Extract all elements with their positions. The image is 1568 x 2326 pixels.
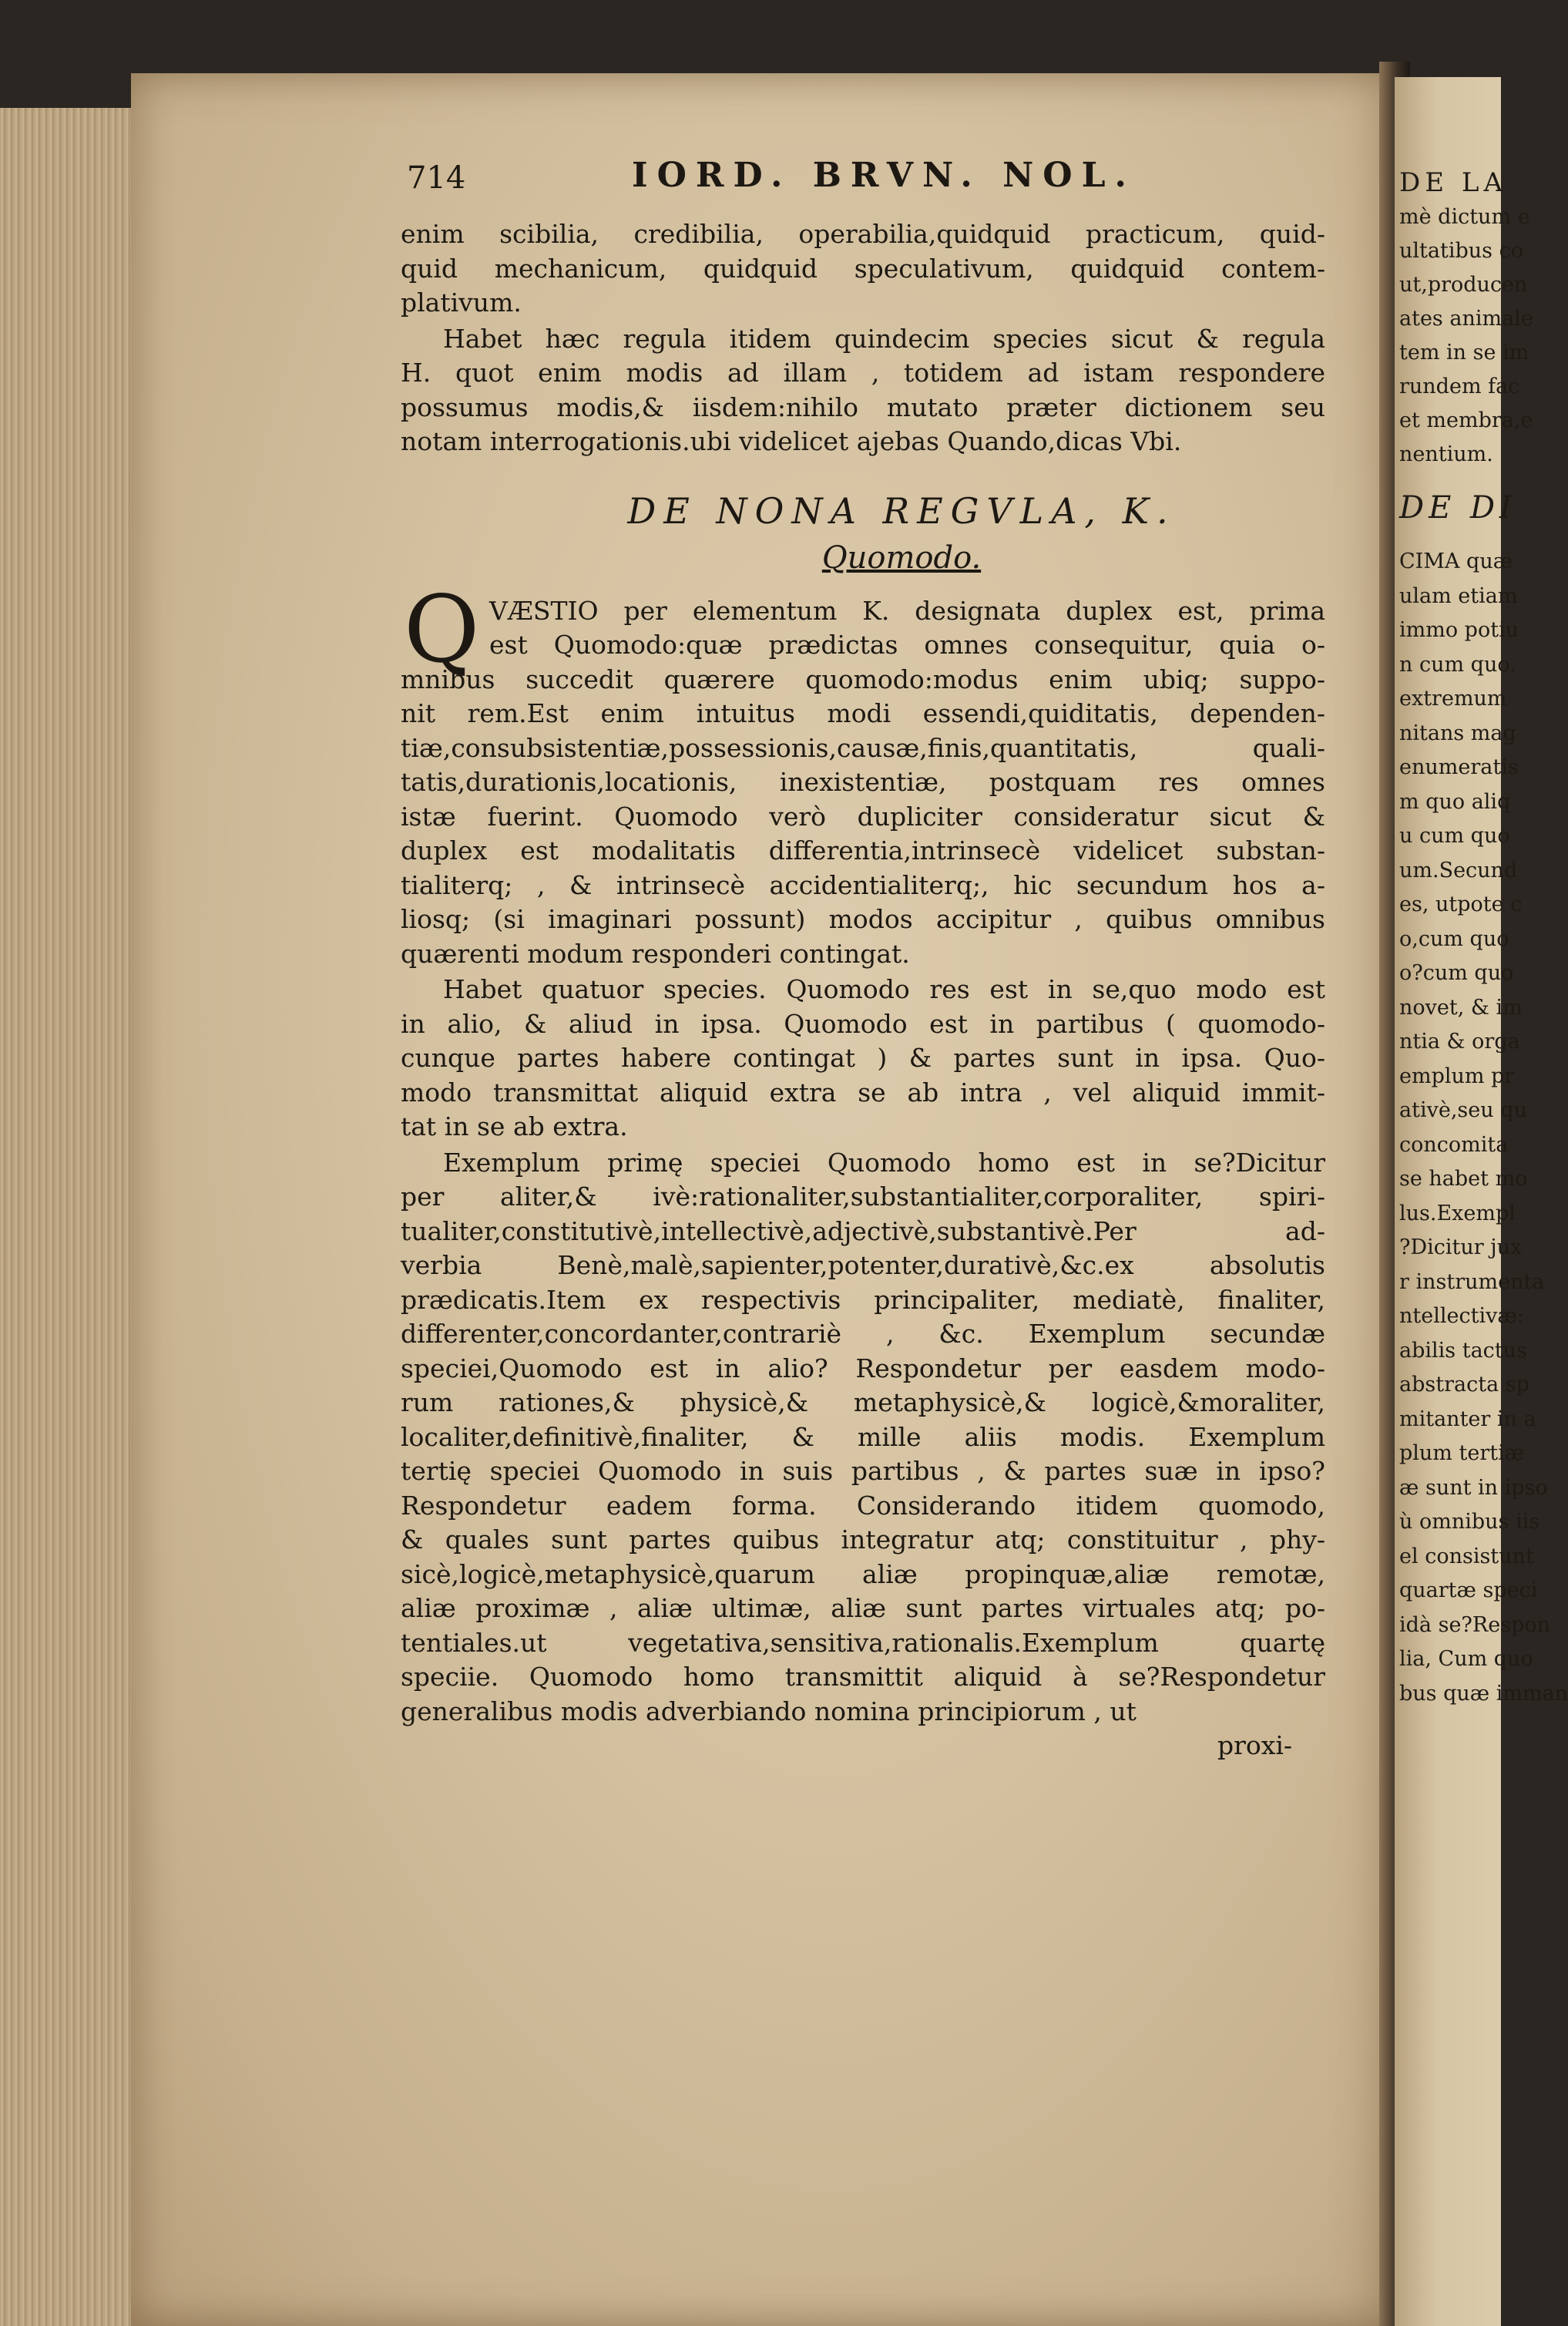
text-line: aliæ proximæ , aliæ ultimæ, aliæ sunt partes virtuales atq; po- — [401, 1593, 1325, 1623]
text-line: liosq; (si imaginari possunt) modos accipitur , quibus omnibus — [401, 904, 1325, 934]
right-page-line: ntia & orga — [1399, 1030, 1520, 1054]
text-line: & quales sunt partes quibus integratur atq; constituitur , phy- — [401, 1524, 1325, 1555]
text-line: sicè,logicè,metaphysicè,quarum aliæ propinquæ,aliæ remotæ, — [401, 1558, 1325, 1589]
text-line: quærenti modum responderi contingat. — [401, 938, 910, 969]
text-line: Habet quatuor species. Quomodo res est in se,quo modo est — [443, 974, 1325, 1004]
text-line: tatis,durationis,locationis, inexistentiæ, postquam res omnes — [401, 767, 1325, 797]
right-page-line: concomita — [1399, 1132, 1509, 1157]
text-line: enim scibilia, credibilia, operabilia,quidquid practicum, quid- — [401, 219, 1325, 249]
right-page-heading: DE DI — [1399, 490, 1516, 526]
right-page-line: nentium. — [1399, 442, 1493, 466]
right-page-line: ntellectivæ: — [1399, 1304, 1524, 1328]
right-page-line: æ sunt in ipso — [1399, 1475, 1548, 1500]
catchword: proxi- — [1217, 1730, 1293, 1760]
right-page-line: um.Secund — [1399, 858, 1518, 882]
page-number: 714 — [407, 160, 466, 196]
text-line: differenter,concordanter,contrariè , &c. Exemplum secundæ — [401, 1319, 1325, 1349]
text-line: tertię speciei Quomodo in suis partibus , & partes suæ in ipso? — [401, 1456, 1325, 1486]
text-line: rum rationes,& physicè,& metaphysicè,& logicè,&moraliter, — [401, 1387, 1325, 1417]
right-page-line: n cum quo. — [1399, 652, 1516, 677]
right-page-line: emplum pr — [1399, 1064, 1515, 1088]
right-page-line: rundem fac — [1399, 375, 1520, 398]
page-header — [401, 153, 1325, 207]
right-page-line: r instrumenta — [1399, 1269, 1545, 1294]
right-page-line: el consistunt — [1399, 1544, 1534, 1568]
text-line: Exemplum primę speciei Quomodo homo est in se?Dicitur — [443, 1147, 1325, 1178]
right-page-line: se habet mo — [1399, 1167, 1528, 1191]
right-page-line: ulam etiam — [1399, 583, 1518, 608]
right-page-line: lus.Exempl — [1399, 1201, 1516, 1225]
right-page-line: mitanter in a — [1399, 1407, 1536, 1431]
right-page-line: o?cum quo — [1399, 961, 1514, 985]
text-line: localiter,definitivè,finaliter, & mille aliis modis. Exemplum — [401, 1421, 1325, 1452]
right-page-line: et membra,e — [1399, 408, 1533, 432]
right-page-line: quartæ speci — [1399, 1578, 1538, 1602]
text-line: prædicatis.Item ex respectivis principaliter, mediatè, finaliter, — [401, 1284, 1325, 1315]
text-line: mnibus succedit quærere quomodo:modus enim ubiq; suppo- — [401, 664, 1325, 694]
text-line: tialiterq; , & intrinsecè accidentialiterq;, hic secundum hos a- — [401, 869, 1325, 900]
text-line: possumus modis,& iisdem:nihilo mutato præter dictionem seu — [401, 392, 1325, 422]
text-line: modo transmittat aliquid extra se ab intra , vel aliquid immit- — [401, 1077, 1325, 1108]
right-page-line: nitans mag — [1399, 721, 1516, 745]
right-page-line: tem in se im — [1399, 341, 1529, 365]
right-page-header: DE LA — [1399, 167, 1508, 198]
text-line: cunque partes habere contingat ) & partes sunt in ipsa. Quo- — [401, 1043, 1325, 1073]
right-page-fragment — [1395, 77, 1568, 2326]
text-line: Habet hæc regula itidem quindecim species sicut & regula — [443, 323, 1325, 354]
text-line: speciei,Quomodo est in alio? Respondetur per easdem modo- — [401, 1353, 1325, 1383]
right-page-line: mè dictum e — [1399, 205, 1530, 229]
text-line: tualiter,constitutivè,intellectivè,adjectivè,substantivè.Per ad- — [401, 1215, 1325, 1246]
text-line: verbia Benè,malè,sapienter,potenter,durativè,&c.ex absolutis — [401, 1250, 1325, 1280]
right-page-line: m quo aliq — [1399, 789, 1511, 814]
text-line: speciie. Quomodo homo transmittit aliquid à se?Respondetur — [401, 1662, 1325, 1692]
right-page-line: ù omnibus iis — [1399, 1510, 1540, 1534]
text-line: H. quot enim modis ad illam , totidem ad istam respondere — [401, 358, 1325, 388]
text-line: notam interrogationis.ubi videlicet ajebas Quando,dicas Vbi. — [401, 426, 1182, 456]
right-page-line: o,cum quo — [1399, 926, 1509, 951]
text-line: istæ fuerint. Quomodo verò dupliciter consideratur sicut & — [401, 801, 1325, 832]
section-heading: DE NONA REGVLA, K. — [627, 489, 1176, 532]
right-page-line: lia, Cum quo — [1399, 1647, 1533, 1671]
text-line: per aliter,& ivè:rationaliter,substantialiter,corporaliter, spiri- — [401, 1181, 1325, 1212]
text-line: tiæ,consubsistentiæ,possessionis,causæ,finis,quantitatis, quali- — [401, 732, 1325, 763]
right-page-line: CIMA quæ — [1399, 550, 1513, 573]
right-page-line: ultatibus co — [1399, 239, 1523, 263]
text-line: in alio, & aliud in ipsa. Quomodo est in partibus ( quomodo- — [401, 1008, 1325, 1039]
right-page-line: novet, & im — [1399, 995, 1523, 1020]
text-line: quid mechanicum, quidquid speculativum, quidquid contem- — [401, 253, 1325, 284]
right-page-line: abstracta sp — [1399, 1373, 1529, 1397]
right-page-line: enumeratis — [1399, 755, 1519, 779]
text-line: VÆSTIO per elementum K. designata duplex est, prima — [489, 595, 1325, 626]
right-page-line: extremum — [1399, 687, 1507, 711]
right-page-line: es, utpote c — [1399, 892, 1523, 916]
drop-capital: Q — [404, 576, 480, 684]
right-page-line: idà se?Respon — [1399, 1612, 1551, 1637]
text-line: est Quomodo:quæ prædictas omnes consequitur, quia o- — [489, 630, 1325, 660]
right-page-line: u cum quo — [1399, 824, 1510, 848]
text-line: plativum. — [401, 287, 522, 318]
text-line: tentiales.ut vegetativa,sensitiva,rationalis.Exemplum quartę — [401, 1627, 1325, 1658]
text-line: nit rem.Est enim intuitus modi essendi,quiditatis, dependen- — [401, 698, 1325, 728]
right-page-line: immo potiu — [1399, 618, 1519, 642]
running-title: IORD. BRVN. NOL. — [632, 156, 1136, 195]
text-line: duplex est modalitatis differentia,intrinsecè videlicet substan- — [401, 835, 1325, 866]
right-page-line: ativè,seu qu — [1399, 1098, 1527, 1122]
right-page-line: bus quæ imman — [1399, 1681, 1568, 1706]
text-line: tat in se ab extra. — [401, 1111, 628, 1141]
text-line: generalibus modis adverbiando nomina principiorum , ut — [401, 1696, 1137, 1726]
section-subheading: Quomodo. — [821, 539, 982, 576]
right-page-line: ?Dicitur jux — [1399, 1235, 1523, 1259]
right-page-line: ut,producen — [1399, 273, 1528, 297]
right-page-line: abilis tactus — [1399, 1338, 1527, 1363]
right-page-line: ates animale — [1399, 307, 1533, 331]
right-page-line: plum tertiæ — [1399, 1441, 1525, 1465]
text-line: Respondetur eadem forma. Considerando itidem quomodo, — [401, 1490, 1325, 1521]
